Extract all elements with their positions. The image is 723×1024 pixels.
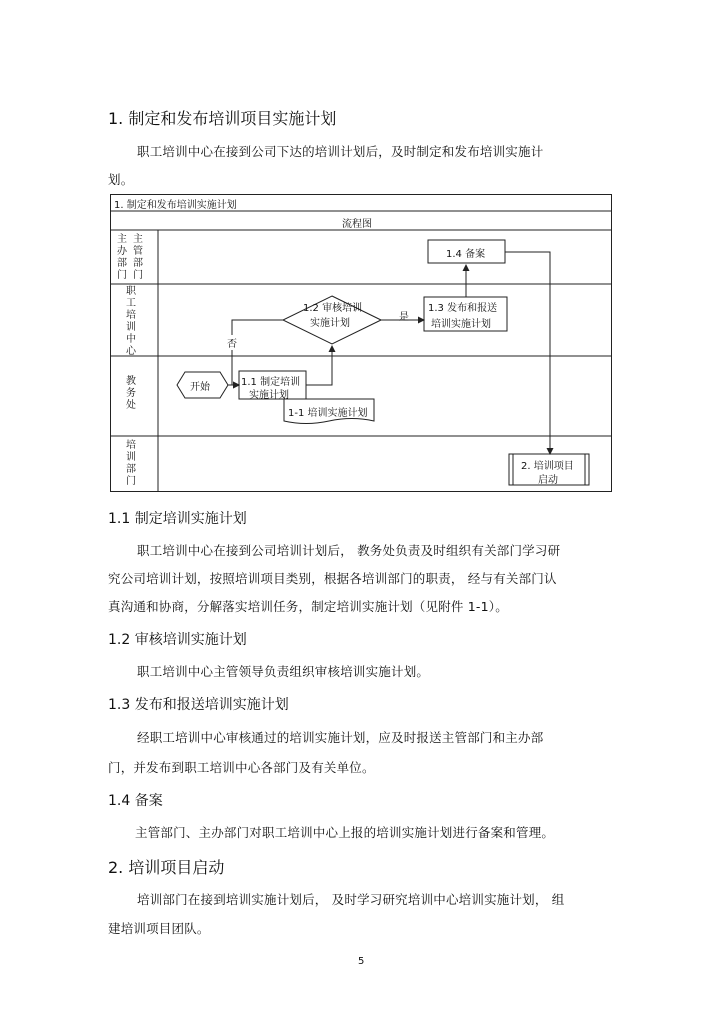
lane-label-academic-affairs: 教务处 xyxy=(126,376,136,411)
edge-label-yes: 是 xyxy=(399,312,409,323)
heading-1: 1. 制定和发布培训项目实施计划 xyxy=(108,109,337,128)
section-1-1-line-1: 职工培训中心在接到公司培训计划后， 教务处负责及时组织有关部门学习研 xyxy=(137,543,561,558)
node-1-3-label-2: 培训实施计划 xyxy=(431,319,491,330)
node-1-4-label: 1.4 备案 xyxy=(446,249,486,260)
node-1-2-label-2: 实施计划 xyxy=(310,318,350,329)
section-1-1-line-2: 究公司培训计划，按照培训项目类别，根据各培训部门的职责， 经与有关部门认 xyxy=(108,571,557,586)
section-1-4-line-1: 主管部门、主办部门对职工培训中心上报的培训实施计划进行备案和管理。 xyxy=(135,825,555,840)
lane-label-training-dept: 培训部门 xyxy=(126,440,136,487)
flowchart-header: 1. 制定和发布培训实施计划 xyxy=(114,200,237,211)
section-1-1-title: 1.1 制定培训实施计划 xyxy=(108,511,247,527)
lane-label-organizer: 主办部门 xyxy=(117,234,127,281)
page-number: 5 xyxy=(358,956,365,967)
node-1-2-label-1: 1.2 审核培训 xyxy=(303,303,363,314)
node-2-label-1: 2. 培训项目 xyxy=(521,461,574,472)
node-document-label: 1-1 培训实施计划 xyxy=(288,408,368,419)
intro-line-2: 划。 xyxy=(108,172,134,187)
flowchart-subheader: 流程图 xyxy=(342,219,372,230)
section-1-4-title: 1.4 备案 xyxy=(108,793,163,809)
intro-line-1: 职工培训中心在接到公司下达的培训计划后，及时制定和发布培训实施计 xyxy=(137,144,544,159)
section-1-2-line-1: 职工培训中心主管领导负责组织审核培训实施计划。 xyxy=(137,664,430,679)
node-1-1-label-1: 1.1 制定培训 xyxy=(241,377,301,388)
node-1-1-label-2: 实施计划 xyxy=(249,390,289,401)
section-1-2-title: 1.2 审核培训实施计划 xyxy=(108,632,247,648)
flowchart xyxy=(110,194,612,492)
section-1-3-line-1: 经职工培训中心审核通过的培训实施计划，应及时报送主管部门和主办部 xyxy=(137,730,544,745)
lane-label-supervisor: 主管部门 xyxy=(133,234,143,281)
section-2-line-2: 建培训项目团队。 xyxy=(108,921,210,936)
connector-1-1-to-1-2 xyxy=(306,346,332,385)
node-2-label-2: 启动 xyxy=(538,475,558,486)
section-1-3-title: 1.3 发布和报送培训实施计划 xyxy=(108,697,289,713)
heading-2: 2. 培训项目启动 xyxy=(108,858,225,877)
section-2-line-1: 培训部门在接到培训实施计划后， 及时学习研究培训中心培训实施计划， 组 xyxy=(137,892,565,907)
flowchart-frame xyxy=(111,195,612,492)
edge-label-no: 否 xyxy=(227,335,237,350)
connector-1-4-to-2 xyxy=(505,252,550,454)
node-start-label: 开始 xyxy=(190,382,210,393)
node-1-3-label-1: 1.3 发布和报送 xyxy=(428,303,498,314)
section-1-3-line-2: 门，并发布到职工培训中心各部门及有关单位。 xyxy=(108,760,375,775)
lane-label-training-center: 职工培训中心 xyxy=(126,286,136,357)
section-1-1-line-3: 真沟通和协商，分解落实培训任务，制定培训实施计划（见附件 1-1）。 xyxy=(108,599,508,614)
flowchart-graphics xyxy=(110,194,612,492)
